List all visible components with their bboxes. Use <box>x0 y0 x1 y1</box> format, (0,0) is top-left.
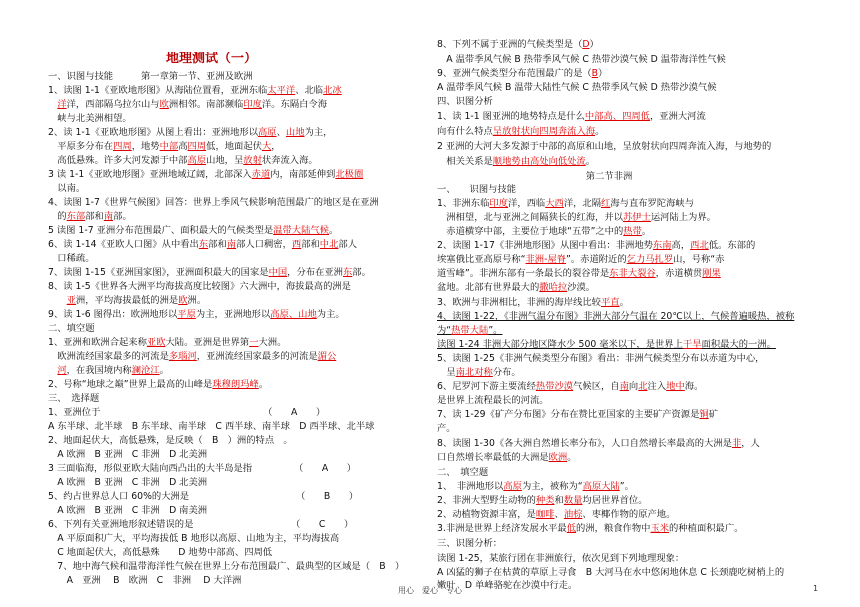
question-text: 2、地面起伏大，高低悬殊，是反映（ B ）洲的特点 。 <box>48 435 293 446</box>
text-line <box>437 566 822 579</box>
question-text: 高， <box>671 240 691 251</box>
answer-text: 北 <box>329 239 339 250</box>
question-text: 部。 <box>113 211 132 222</box>
question-text: 三、识图分析： <box>437 538 503 549</box>
question-text: 道雪峰”。非洲东部有一条最长的裂谷带是 <box>437 268 610 279</box>
text-line <box>437 451 822 464</box>
text-line <box>48 448 424 461</box>
page-title <box>166 52 424 65</box>
question-text: 状奔流入海。 <box>261 155 318 166</box>
question-text: A 欧洲 B 亚洲 C 非洲 D 北美洲 <box>48 449 208 460</box>
question-text: 分布。 <box>492 367 521 378</box>
answer-text: 南北对称 <box>455 367 493 378</box>
answer-text: 亚 <box>66 295 76 306</box>
question-text: 6、下列有关亚洲地形叙述错误的是 （ C ） <box>48 519 354 530</box>
answer-text: 一 <box>249 337 259 348</box>
question-text: 2 亚洲的大河大多发源于中部的高原和山地，呈放射状向四周奔流入海，与地势的 <box>437 141 772 152</box>
question-text: ，亚洲大河流 <box>649 111 706 122</box>
answer-text: 四周 <box>187 141 207 152</box>
question-text: 3 读 1-1《亚欧地形图》亚洲地域辽阔，北部深入 <box>48 169 252 180</box>
text-line <box>48 154 424 167</box>
answer-text: 数量 <box>563 495 583 506</box>
question-text: 埃塞俄比亚高原号称“ <box>437 254 526 265</box>
text-line <box>437 537 822 550</box>
answer-text: 印度 <box>243 99 262 110</box>
answer-text: 非 <box>731 438 742 449</box>
text-line <box>48 112 424 125</box>
question-text: 。 <box>258 379 269 390</box>
question-text: 5 读图 1-7 亚洲分布范围最广、面积最大的气候类型是 <box>48 225 274 236</box>
question-text: 读图 1-24 非洲大部分地区降水少 500 毫米以下，是世界上 <box>437 339 683 350</box>
text-line <box>437 81 822 94</box>
question-text: 盆地。北部有世界最大的 <box>437 282 540 293</box>
answer-text: 澜沧江 <box>131 365 160 376</box>
question-text: 。 <box>329 225 339 236</box>
text-line <box>48 84 424 97</box>
answer-text: 红 <box>601 198 611 209</box>
question-text: ，地势 <box>131 141 160 152</box>
text-line <box>48 294 424 307</box>
question-text: ”。 <box>488 325 503 336</box>
question-text: 。 <box>619 297 629 308</box>
question-text: 矿 <box>708 409 719 420</box>
text-line <box>48 392 424 405</box>
question-text: 洲相望，北与亚洲之间隔狭长的红海，并以 <box>437 212 623 223</box>
answer-text: 南 <box>226 239 237 250</box>
answer-text: 高原 <box>503 481 522 492</box>
question-text: 1、非洲东临 <box>437 198 490 209</box>
answer-text: 西 <box>291 239 302 250</box>
question-text: 洲，平均海拔最低的洲是 <box>75 295 179 306</box>
question-text: 嫩叶 D 单峰骆驼在沙漠中行走。 <box>437 580 578 591</box>
question-text: 运河陆上为界。 <box>650 212 716 223</box>
answer-text: 东 <box>342 267 353 278</box>
text-line <box>48 518 424 531</box>
text-line <box>437 352 822 365</box>
answer-text: 平直 <box>600 297 620 308</box>
question-text: ，亚洲流经国家最多的河流是 <box>196 351 318 362</box>
question-text: 8、读 1-5《世界各大洲平均海拔高度比较图》六大洲中，海拔最高的洲是 <box>48 281 351 292</box>
question-text: 部。 <box>352 267 371 278</box>
question-text: ，分布在亚洲 <box>287 267 343 278</box>
question-text: 读图 1-25，某旅行团在非洲旅行，依次见到下列地理现象： <box>437 553 685 564</box>
text-line <box>437 522 822 535</box>
answer-text: 山地 <box>285 127 305 138</box>
question-text: 二、填空题 <box>48 323 95 334</box>
question-text: 部和 <box>301 239 320 250</box>
text-line <box>437 338 822 351</box>
question-text: 山地，呈 <box>206 155 244 166</box>
answer-text: 南 <box>103 211 114 222</box>
answer-text: D <box>582 39 590 50</box>
question-text: 3 三面临海，形似亚欧大陆向西凸出的大半岛是指 （ A ） <box>48 463 357 474</box>
answer-text: 热带沙漠 <box>535 381 574 392</box>
answer-text: 种类 <box>535 495 555 506</box>
text-line <box>48 476 424 489</box>
answer-text: 北冰 <box>323 85 342 96</box>
answer-text: 顺地势由高处向低处流 <box>492 156 586 167</box>
question-text: 1、亚洲位于 （ A ） <box>48 407 326 418</box>
question-text: 平原多分布在 <box>48 141 114 152</box>
text-line <box>437 324 822 337</box>
answer-text: 热带大陆 <box>451 325 489 336</box>
text-line <box>48 504 424 517</box>
question-text: 部和 <box>208 239 227 250</box>
answer-text: 湄公 <box>317 351 337 362</box>
question-text: 洋。东隔白令海 <box>261 99 328 110</box>
text-line <box>48 182 424 195</box>
question-text: 。 <box>159 365 169 376</box>
text-line <box>437 53 822 66</box>
question-text: 1、 非洲地形以 <box>437 481 504 492</box>
answer-text: 四周 <box>113 141 132 152</box>
question-text: 6、读 1-14《亚欧人口图》从中看出 <box>48 239 199 250</box>
question-text: ”。 <box>619 481 634 492</box>
question-text: 相关关系是 <box>437 156 493 167</box>
answer-text: 北 <box>638 381 648 392</box>
question-text: 2、号称“地球之巅”世界上最高的山峰是 <box>48 379 213 390</box>
question-text: 2、读 1-1《亚欧地形图》从图上看出：亚洲地形以 <box>48 127 258 138</box>
question-text: ， <box>271 141 281 152</box>
question-text: 三、 选择题 <box>48 393 100 404</box>
text-line <box>437 253 822 266</box>
answer-text: 撒哈拉 <box>539 282 568 293</box>
answer-text: 油棕 <box>563 509 583 520</box>
answer-text: 高原 <box>258 127 277 138</box>
question-text: 峡与北美洲相望。 <box>48 113 132 124</box>
question-text: 8、读图 1-30《各大洲自然增长率分布》，人口自然增长率最高的大洲是 <box>437 438 732 449</box>
text-line <box>48 560 424 573</box>
question-text <box>48 295 67 306</box>
question-text: 高 <box>178 141 188 152</box>
text-line <box>48 434 424 447</box>
text-line <box>48 546 424 559</box>
text-line <box>437 380 822 393</box>
text-line <box>437 38 822 51</box>
question-text: 一、 识图与技能 <box>437 184 517 195</box>
question-text: 注入 <box>647 381 667 392</box>
question-text: 4、读图 1-22，《非洲气温分布图》非洲大部分气温在 20℃以上，气候普遍暖热，被称 <box>437 311 795 322</box>
answer-text: 低 <box>566 523 577 534</box>
question-text: 大洲。 <box>258 337 287 348</box>
text-line <box>48 532 424 545</box>
question-text: 内，南部延伸到 <box>270 169 336 180</box>
question-text: A 平原面积广大，平均海拔低 B 地形以高原、山地为主，平均海拔高 <box>48 533 340 544</box>
question-text: ） <box>598 68 608 79</box>
question-text: 9、读 1-6 图得出：欧洲地形以 <box>48 309 178 320</box>
answer-text: 呈放射状向四周奔流入海 <box>492 126 596 137</box>
question-text: ，赤道横贯 <box>655 268 703 279</box>
text-line <box>437 394 822 407</box>
question-text: 。 <box>567 452 577 463</box>
question-text: 8、下列不属于亚洲的气候类型是（ <box>437 39 583 50</box>
question-text: 3.非洲是世界上经济发展水平最 <box>437 523 567 534</box>
text-line <box>437 480 822 493</box>
answer-text: 干旱 <box>682 339 702 350</box>
question-text: 山，号称“赤 <box>673 254 725 265</box>
answer-text: 欧洲 <box>548 452 568 463</box>
answer-text: 刚果 <box>702 268 721 279</box>
answer-text: 热带 <box>623 226 642 237</box>
text-line <box>48 98 424 111</box>
text-line <box>437 310 822 323</box>
page-number: 1 <box>813 584 819 593</box>
question-text: 1、亚洲和欧洲合起来称 <box>48 337 147 348</box>
question-text: 产。 <box>437 423 456 434</box>
question-text: A 凶猛的狮子在枯黄的草原上寻食 B 大河马在水中悠闲地休息 C 长颈鹿吃树梢上的 <box>437 567 785 578</box>
text-line <box>48 378 424 391</box>
question-text: 5、约占世界总人口 60%的大洲是 （ B ） <box>48 491 359 502</box>
question-text: 以南。 <box>48 183 86 194</box>
text-line <box>437 366 822 379</box>
text-line <box>437 466 822 479</box>
text-line <box>48 420 424 433</box>
text-line <box>437 170 822 183</box>
question-text: 2、非洲大型野生动物的 <box>437 495 536 506</box>
question-text: 6、尼罗河下游主要流经 <box>437 381 536 392</box>
answer-text: 东南 <box>652 240 672 251</box>
question-text: 1、读 1-1 图亚洲的地势特点是什么 <box>437 111 585 122</box>
text-line <box>437 110 822 123</box>
answer-text: 咖啡 <box>535 509 555 520</box>
question-text: 第二节非洲 <box>437 171 633 182</box>
question-text: 洲。 <box>187 295 207 306</box>
text-line <box>48 70 424 83</box>
answer-text: 中部 <box>159 141 179 152</box>
question-text: 和 <box>554 495 564 506</box>
answer-text: 北极圈 <box>335 169 364 180</box>
text-line <box>48 336 424 349</box>
answer-text: 放射 <box>243 155 262 166</box>
text-line <box>48 322 424 335</box>
answer-text: 中国 <box>268 267 288 278</box>
text-line <box>437 281 822 294</box>
text-line <box>437 183 822 196</box>
question-text: 的 <box>48 211 67 222</box>
question-text <box>48 99 57 110</box>
question-text: 。 <box>595 126 605 137</box>
answer-text: 南 <box>619 381 629 392</box>
answer-text: 铜 <box>699 409 709 420</box>
question-text: A 东半球、北半球 B 东半球、南半球 C 西半球、南半球 D 西半球、北半球 <box>48 421 375 432</box>
text-line <box>437 155 822 168</box>
text-line <box>437 197 822 210</box>
text-line <box>437 95 822 108</box>
question-text: A 亚洲 B 欧洲 C 非洲 D 大洋洲 <box>48 575 242 586</box>
question-text: 9、亚洲气候类型分布范围最广的是（ <box>437 68 592 79</box>
text-line <box>437 296 822 309</box>
text-line <box>437 422 822 435</box>
answer-text: 东非大裂谷 <box>609 268 656 279</box>
text-line <box>48 168 424 181</box>
text-line <box>437 408 822 421</box>
question-text: 一、识图与技能 第一章第一节、亚洲及欧洲 <box>48 71 253 82</box>
answer-text: 赤道 <box>251 169 271 180</box>
text-line <box>48 350 424 363</box>
question-text: 欧洲流经国家最多的河流是 <box>48 351 169 362</box>
question-text: 、枣椰作物的原产地。 <box>582 509 676 520</box>
answer-text: 东 <box>198 239 209 250</box>
answer-text: 亚欧 <box>146 337 166 348</box>
text-line <box>437 211 822 224</box>
question-text: 4、读图 1-7《世界气候图》回答：世界上季风气候影响范围最广的地区是在亚洲 <box>48 197 379 208</box>
question-text: ，人 <box>741 438 760 449</box>
text-line <box>48 126 424 139</box>
answer-text: 大 <box>261 141 272 152</box>
question-text: 1、读图 1-1《亚欧地形图》从海陆位置看，亚洲东临 <box>48 85 268 96</box>
question-text: 。 <box>585 156 596 167</box>
text-line <box>48 266 424 279</box>
question-text: 低。东部的 <box>708 240 756 251</box>
question-text: 7、读 1-29《矿产分布图》分布在赞比亚国家的主要矿产资源是 <box>437 409 700 420</box>
question-text: 赤道横穿中部，主要位于地球“五带”之中的 <box>437 226 624 237</box>
answer-text: 地中 <box>666 381 685 392</box>
text-line <box>437 140 822 153</box>
question-text: 二、 填空题 <box>437 467 489 478</box>
text-line <box>48 406 424 419</box>
question-text: 洋，西临 <box>508 198 546 209</box>
question-text: 向 <box>628 381 639 392</box>
text-line <box>48 238 424 251</box>
question-text: 是世界上流程最长的河流。 <box>437 395 549 406</box>
answer-text: 河 <box>57 365 67 376</box>
text-line <box>48 140 424 153</box>
answer-text: 平原 <box>177 309 196 320</box>
text-line <box>437 125 822 138</box>
question-text: 口自然增长率最低的大洲是 <box>437 452 549 463</box>
question-text: 为“ <box>437 325 452 336</box>
text-line <box>437 67 822 80</box>
question-text: A 温带季风气候 B 热带季风气候 C 热带沙漠气候 D 温带海洋性气候 <box>437 54 726 65</box>
question-text: 向有什么特点 <box>437 126 493 137</box>
answer-text: B <box>591 68 599 79</box>
question-text: A 欧洲 B 亚洲 C 非洲 D 南美洲 <box>48 505 208 516</box>
question-text: 的种植面积最广。 <box>669 523 744 534</box>
question-text: 7、地中海气候和温带海洋性气候在世界上分布范围最广、最典型的区域是（ B ） <box>48 561 405 572</box>
text-line <box>437 437 822 450</box>
text-line <box>48 308 424 321</box>
text-line <box>48 252 424 265</box>
question-text: 均居世界首位。 <box>582 495 648 506</box>
question-text: 海与直布罗陀海峡与 <box>610 198 695 209</box>
question-text: 低，地面起伏 <box>206 141 262 152</box>
question-text: C 地面起伏大，高低悬殊 D 地势中部高、四周低 <box>48 547 273 558</box>
question-text: 部人 <box>338 239 358 250</box>
question-text: 洲相邻。南部濒临 <box>168 99 244 110</box>
answer-text: 大西 <box>545 198 564 209</box>
text-line <box>48 280 424 293</box>
text-line <box>437 508 822 521</box>
answer-text: 苏伊士 <box>622 212 651 223</box>
question-text: 为主， <box>304 127 333 138</box>
text-line <box>437 239 822 252</box>
question-text: 部人口稠密， <box>236 239 292 250</box>
answer-text: 印度 <box>489 198 509 209</box>
question-text: 2、读图 1-17《非洲地形图》从图中看出：非洲地势 <box>437 240 653 251</box>
question-text: 为主。 <box>316 309 345 320</box>
question-text: 四、识图分析 <box>437 96 493 107</box>
answer-text: 玉米 <box>650 523 670 534</box>
question-text: A 欧洲 B 亚洲 C 非洲 D 北美洲 <box>48 477 208 488</box>
question-text: 、 <box>276 127 286 138</box>
text-line <box>437 267 822 280</box>
question-text: 5、读图 1-25《非洲气候类型分布图》看出：非洲气候类型分布以赤道为中心， <box>437 353 765 364</box>
answer-text: 洋 <box>57 99 67 110</box>
question-text: ”。赤道附近的 <box>566 254 627 265</box>
question-text: 高低悬殊。许多大河发源于中部 <box>48 155 188 166</box>
question-text <box>48 365 57 376</box>
question-text: 洋，北隔 <box>563 198 602 209</box>
answer-text: 欧 <box>159 99 169 110</box>
question-text: ） <box>589 39 599 50</box>
text-line <box>48 196 424 209</box>
question-text: 部和 <box>85 211 104 222</box>
question-text: 的洲，粮食作物中 <box>576 523 651 534</box>
question-text: 气候区，自 <box>573 381 620 392</box>
question-text: 为主，被称为“ <box>521 481 583 492</box>
answer-text: 高原、山地 <box>270 309 317 320</box>
question-text: 、北临 <box>295 85 324 96</box>
text-line <box>48 490 424 503</box>
question-text: 洋，西部隔乌拉尔山与 <box>66 99 160 110</box>
question-text: 沙漠。 <box>567 282 596 293</box>
answer-text: 温带大陆气候 <box>273 225 329 236</box>
question-text: 地理测试（一） <box>166 52 258 65</box>
question-text: 大陆。亚洲是世界第 <box>165 337 250 348</box>
answer-text: 多瑙河 <box>168 351 197 362</box>
text-line <box>437 552 822 565</box>
page-footer: 用心 爱心 专心 <box>398 586 462 595</box>
question-text: 3、欧洲与非洲相比，非洲的海岸线比较 <box>437 297 601 308</box>
answer-text: 乞力马扎罗 <box>626 254 674 265</box>
text-line <box>48 462 424 475</box>
question-text: ，在我国境内称 <box>66 365 132 376</box>
answer-text: 非洲-屋脊 <box>525 254 567 265</box>
question-text: 海。 <box>684 381 704 392</box>
answer-text: 珠穆朗玛峰 <box>212 379 259 390</box>
question-text: 口稀疏。 <box>48 253 95 264</box>
answer-text: 太平洋 <box>267 85 296 96</box>
text-line <box>48 210 424 223</box>
text-line <box>48 364 424 377</box>
answer-text: 西北 <box>690 240 709 251</box>
answer-text: 中 <box>319 239 330 250</box>
question-text: 2、动植物资源丰富，是 <box>437 509 536 520</box>
answer-text: 高原 <box>187 155 207 166</box>
answer-text: 欧 <box>178 295 188 306</box>
question-text: 。 <box>641 226 652 237</box>
text-line <box>48 224 424 237</box>
text-line <box>437 225 822 238</box>
question-text: 、 <box>554 509 564 520</box>
question-text: 面积最大的一洲。 <box>701 339 776 350</box>
answer-text: 高原大陆 <box>582 481 620 492</box>
question-text: A 温带季风气候 B 温带大陆性气候 C 热带季风气候 D 热带沙漠气候 <box>437 82 717 93</box>
question-text: 呈 <box>437 367 456 378</box>
question-text: 7、读图 1-15《亚洲国家图》，亚洲面积最大的国家是 <box>48 267 269 278</box>
text-line <box>437 494 822 507</box>
answer-text: 中部高、四周低 <box>584 111 650 122</box>
question-text: 为主，亚洲地形以 <box>195 309 271 320</box>
answer-text: 东部 <box>66 211 86 222</box>
